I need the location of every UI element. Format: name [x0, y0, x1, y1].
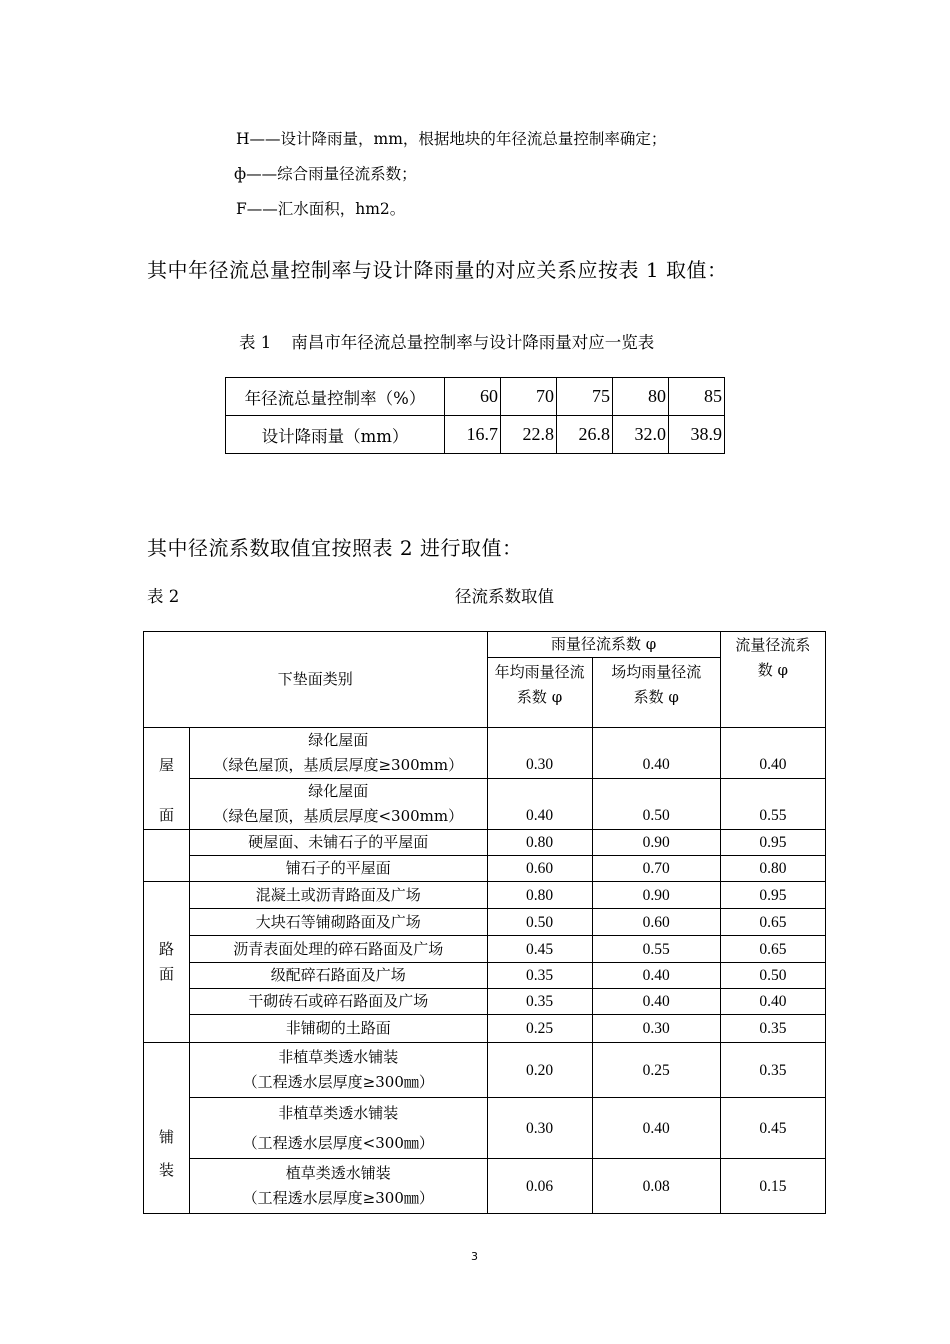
surface-name-line2: （工程透水层厚度≥300㎜） — [242, 1189, 434, 1207]
surface-name-line2: （工程透水层厚度<300㎜） — [242, 1134, 434, 1152]
header-event-avg — [592, 658, 720, 728]
group-label-road-line1: 路 — [159, 940, 175, 958]
table1-row1-header: 年径流总量控制率（%） — [226, 378, 445, 416]
surface-name: 大块石等铺砌路面及广场 — [190, 909, 487, 936]
annual-coef-cell: 0.30 — [487, 1098, 592, 1159]
table1-cell: 85 — [669, 378, 725, 416]
event-coef-cell: 0.50 — [592, 779, 720, 830]
table1-cell: 32.0 — [613, 416, 669, 454]
event-coef-cell: 0.40 — [592, 963, 720, 989]
definition-h: H——设计降雨量，mm，根据地块的年径流总量控制率确定； — [236, 130, 667, 148]
flow-coef-cell: 0.95 — [720, 830, 825, 856]
surface-name: 铺石子的平屋面 — [190, 856, 487, 882]
surface-name — [190, 1159, 487, 1214]
table-row — [144, 989, 826, 1015]
event-coef-cell: 0.40 — [592, 728, 720, 779]
header-flow-coef-line2: 数 φ — [757, 661, 789, 679]
surface-name: 非铺砌的土路面 — [190, 1015, 487, 1043]
header-flow-coef-line1: 流量径流系 — [735, 636, 811, 654]
table-row — [144, 963, 826, 989]
group-label-paving-line2: 装 — [159, 1161, 175, 1179]
surface-name-line2: （绿色屋顶，基质层厚度<300mm） — [213, 807, 464, 825]
group-label-roof-top: 屋 — [144, 728, 190, 779]
annual-coef-cell: 0.25 — [487, 1015, 592, 1043]
table1-cell: 75 — [557, 378, 613, 416]
group-label-paving — [144, 1043, 190, 1214]
surface-name: 沥青表面处理的碎石路面及广场 — [190, 936, 487, 963]
event-coef-cell: 0.40 — [592, 1098, 720, 1159]
table-row — [144, 632, 826, 658]
group-label-road-line2: 面 — [159, 965, 175, 983]
surface-name — [190, 1043, 487, 1098]
event-coef-cell: 0.08 — [592, 1159, 720, 1214]
paragraph-table1-intro: 其中年径流总量控制率与设计降雨量的对应关系应按表 1 取值： — [147, 258, 728, 282]
surface-name-line1: 植草类透水铺装 — [285, 1164, 391, 1182]
header-annual-avg-line2: 系数 φ — [516, 688, 563, 706]
flow-coef-cell: 0.35 — [720, 1015, 825, 1043]
annual-coef-cell: 0.20 — [487, 1043, 592, 1098]
header-annual-avg — [487, 658, 592, 728]
header-annual-avg-line1: 年均雨量径流 — [494, 663, 585, 681]
table1-cell: 16.7 — [445, 416, 501, 454]
event-coef-cell: 0.70 — [592, 856, 720, 882]
annual-coef-cell: 0.30 — [487, 728, 592, 779]
table-row — [144, 1015, 826, 1043]
surface-name-line1: 非植草类透水铺装 — [278, 1104, 399, 1122]
header-rain-coef: 雨量径流系数 φ — [487, 632, 720, 658]
header-event-avg-line1: 场均雨量径流 — [611, 663, 702, 681]
group-label-flat-roof — [144, 830, 190, 882]
surface-name — [190, 779, 487, 830]
table-row — [144, 936, 826, 963]
table1-cell: 22.8 — [501, 416, 557, 454]
flow-coef-cell: 0.40 — [720, 728, 825, 779]
annual-coef-cell: 0.35 — [487, 989, 592, 1015]
header-event-avg-line2: 系数 φ — [633, 688, 679, 706]
table1-cell: 26.8 — [557, 416, 613, 454]
table1-cell: 70 — [501, 378, 557, 416]
surface-name-line2: （工程透水层厚度≥300㎜） — [242, 1073, 434, 1091]
table-row — [144, 1098, 826, 1159]
table-row — [144, 1043, 826, 1098]
annual-coef-cell: 0.06 — [487, 1159, 592, 1214]
flow-coef-cell: 0.50 — [720, 963, 825, 989]
table1-cell: 60 — [445, 378, 501, 416]
flow-coef-cell: 0.65 — [720, 936, 825, 963]
surface-name-line1: 绿化屋面 — [308, 782, 369, 800]
flow-coef-cell: 0.65 — [720, 909, 825, 936]
table-row — [144, 728, 826, 779]
annual-coef-cell: 0.35 — [487, 963, 592, 989]
annual-coef-cell: 0.50 — [487, 909, 592, 936]
group-label-paving-line1: 铺 — [159, 1128, 175, 1146]
flow-coef-cell: 0.95 — [720, 882, 825, 909]
table1-caption-label: 表 1 — [239, 333, 272, 352]
header-surface-type: 下垫面类别 — [144, 632, 488, 728]
event-coef-cell: 0.30 — [592, 1015, 720, 1043]
table2-caption-title: 径流系数取值 — [455, 587, 554, 606]
surface-name: 级配碎石路面及广场 — [190, 963, 487, 989]
flow-coef-cell: 0.40 — [720, 989, 825, 1015]
event-coef-cell: 0.90 — [592, 882, 720, 909]
table-row — [144, 1159, 826, 1214]
table-row — [144, 779, 826, 830]
event-coef-cell: 0.90 — [592, 830, 720, 856]
table-row — [144, 830, 826, 856]
definition-f: F——汇水面积，hm2。 — [236, 200, 406, 218]
surface-name: 干砌砖石或碎石路面及广场 — [190, 989, 487, 1015]
table1-row2-header: 设计降雨量（mm） — [226, 416, 445, 454]
surface-name-line2: （绿色屋顶，基质层厚度≥300mm） — [213, 756, 464, 774]
annual-coef-cell: 0.45 — [487, 936, 592, 963]
definition-phi: ф——综合雨量径流系数； — [234, 165, 417, 183]
header-flow-coef — [720, 632, 825, 728]
event-coef-cell: 0.60 — [592, 909, 720, 936]
flow-coef-cell: 0.55 — [720, 779, 825, 830]
table-row — [144, 882, 826, 909]
annual-coef-cell: 0.40 — [487, 779, 592, 830]
table-row — [144, 909, 826, 936]
surface-name: 混凝土或沥青路面及广场 — [190, 882, 487, 909]
flow-coef-cell: 0.35 — [720, 1043, 825, 1098]
table-row — [226, 378, 725, 416]
paragraph-table2-intro: 其中径流系数取值宜按照表 2 进行取值： — [147, 536, 523, 560]
event-coef-cell: 0.40 — [592, 989, 720, 1015]
surface-name: 硬屋面、未铺石子的平屋面 — [190, 830, 487, 856]
table1 — [225, 377, 725, 454]
surface-name — [190, 1098, 487, 1159]
flow-coef-cell: 0.80 — [720, 856, 825, 882]
group-label-road — [144, 882, 190, 1043]
group-label-roof-bottom: 面 — [144, 779, 190, 830]
surface-name — [190, 728, 487, 779]
table1-cell: 38.9 — [669, 416, 725, 454]
annual-coef-cell: 0.80 — [487, 830, 592, 856]
table-row — [144, 856, 826, 882]
annual-coef-cell: 0.60 — [487, 856, 592, 882]
table1-caption — [239, 329, 654, 353]
table2 — [143, 631, 826, 1214]
event-coef-cell: 0.25 — [592, 1043, 720, 1098]
event-coef-cell: 0.55 — [592, 936, 720, 963]
flow-coef-cell: 0.45 — [720, 1098, 825, 1159]
table1-caption-title: 南昌市年径流总量控制率与设计降雨量对应一览表 — [291, 333, 655, 352]
surface-name-line1: 非植草类透水铺装 — [278, 1048, 399, 1066]
table2-caption-label: 表 2 — [147, 587, 180, 606]
surface-name-line1: 绿化屋面 — [308, 731, 369, 749]
table1-cell: 80 — [613, 378, 669, 416]
flow-coef-cell: 0.15 — [720, 1159, 825, 1214]
page-number: 3 — [471, 1250, 478, 1263]
annual-coef-cell: 0.80 — [487, 882, 592, 909]
table-row — [226, 416, 725, 454]
